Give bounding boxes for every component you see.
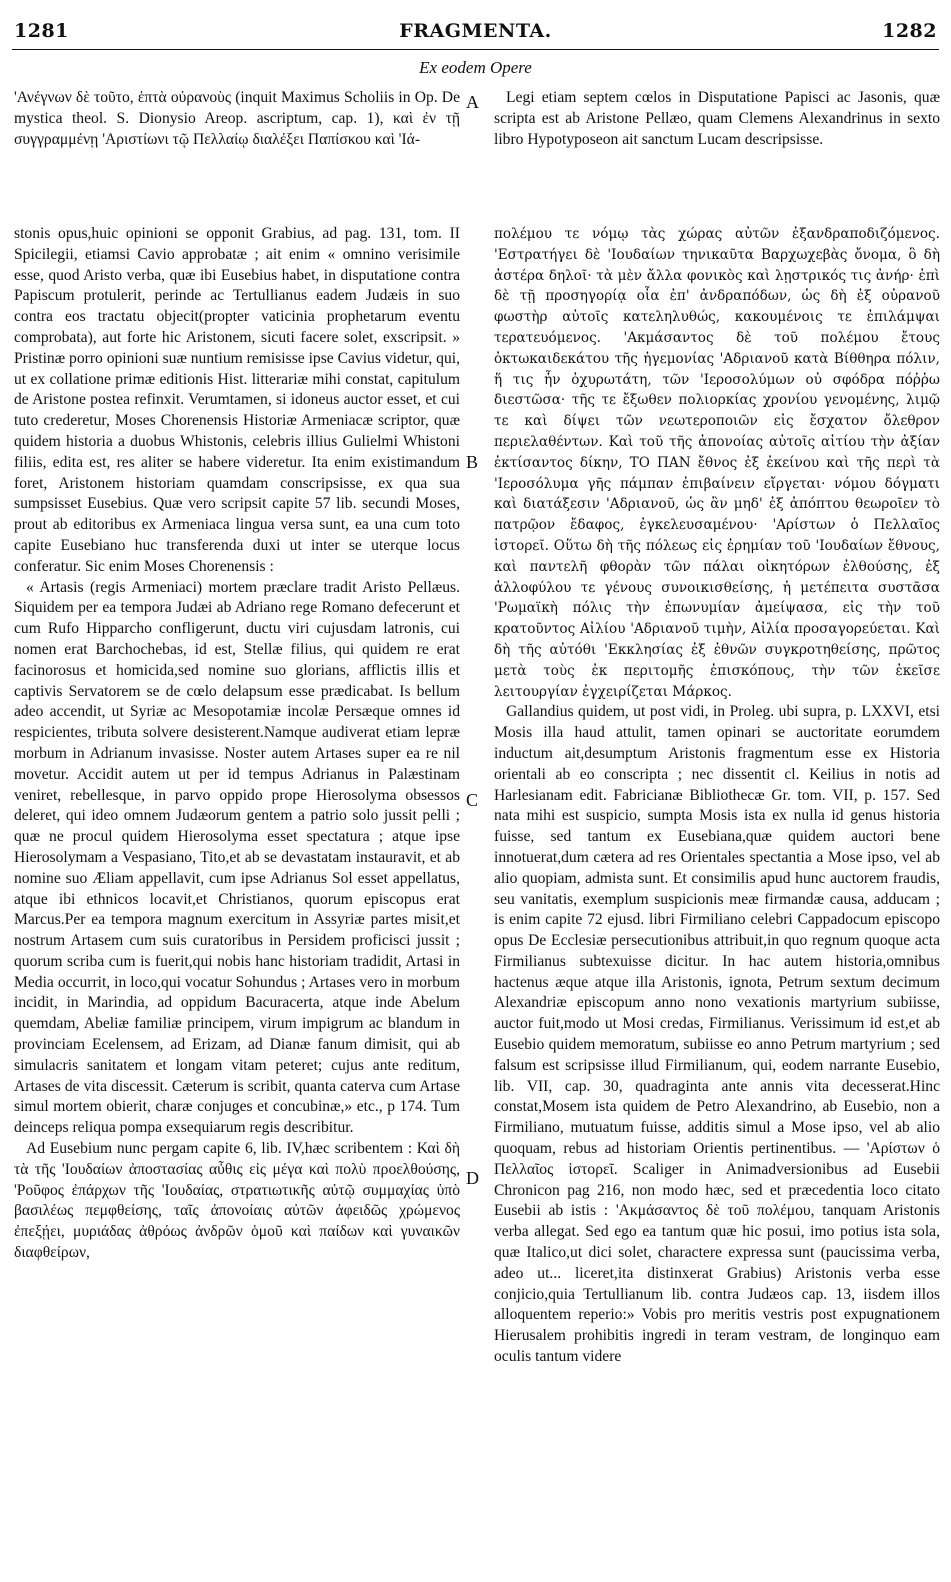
latin-translation-paragraph: Legi etiam septem cœlos in Disputatione Papisci ac Jasonis, quæ scripta est ab Aristone Pellæo, quam Clemens Alexandrinus in sexto libro Hypotyposeon ait sanctum Lucam descripsisse. <box>494 89 940 148</box>
page-number-right: 1282 <box>882 20 937 42</box>
greek-source-top <box>14 88 460 150</box>
right-paragraph: Gallandius quidem, ut post vidi, in Proleg. ubi supra, p. LXXVI, etsi Mosis illa haud attulit, tamen opinari se auctoritate eorumdem inductum ait,desumptum Aristonis fragmentum esse ex Historia orientali ab eo conscripta ; nec dissentit cl. Keilius in notis ad Harlesianam edit. Fabricianæ Bibliothecæ Gr. tom. VII, p. 157. Sed nata mihi est suspicio, sumpta Mosis ista ex nulla id genus historia fuisse, sed tantum ex Eusebiana,quæ quidem auctori bene innotuerat,dum cætera ad res Orientales spectantia a Mose ipso, vel ab alio quopiam, admista sunt. Et consimilis apud hunc auctorem fraudis, seu vanitatis, exemplum suspicionis meæ firmandæ causa, adducam ; is enim capite 72 ejusd. libri Firmiliano celebri Cappadocum episcopo opus De Ecclesiæ persecutionibus attribuit,in quo regnum quoque acta Firmilianus subtexuisse dicitur. In hac autem historia,omnibus hactenus æque atque illa Aristonis, ignota, Petrum sextum decimum Alexandriæ episcopum anno nono vexationis martyrium subiisse, auctor fuit,modo ut Mosi credas, Firmilianus. Verissimum id est,et ab Eusebio quidem memoratum, subiisse eo anno Petrum martyrium ; sed falsum est scripsisse illud Firmilianum, qui, eodem narrante Eusebio, lib. VII, cap. 30, quadraginta ante annis vita decesserat.Hinc constat,Mosem ista quidem de Petro Alexandrino, ab Eusebio, non a Firmiliano, mutuatum fuisse, additis simul a Mose ipso, vel ab alio quoquam, rebus ad historiam Orientis pertinentibus. — 'Αρίστων ὁ Πελλαῖος ἱστορεῖ. Scaliger in Animadversionibus ad Eusebii Chronicon pag 216, non modo hæc, sed et præcedentia loco citato Eusebii ab istis : 'Ακμάσαντος δὲ τοῦ πολέμου, tanquam Aristonis verba allegat. Sed ego ea tantum quæ hic posui, imo potius ista sola, quæ Italico,ut dici solet, charactere expressa sunt (paucissima verba, adeo ut... liceret,ita distinxerat Grabius) Aristonis verba esse conjicio,quia Tertullianum lib. contra Judæos cap. 13, iisdem illos alloquentem reperio:» Vobis pro meritis vestris post expugnationem Hierusalem prohibitis ingredi in teram vestram, de longinquo eam oculis tantum videre <box>494 703 940 1366</box>
margin-marker-d: D <box>466 1168 479 1188</box>
left-paragraph: stonis opus,huic opinioni se opponit Grabius, ad pag. 131, tom. II Spicilegii, etiamsi Cavio approbatæ ; ait enim « omnino verisimile esse, quod Aristo verba, quæ ibi Eusebius habet, in disputatione contra Papiscum protulerit, perinde ac Tertullianus eadem Judæis in suo contra eos tractatu objecit(propter vaticinia prophetarum eventu comprobata), aut forte hic Aristonem, sicuti facere solet, exscripsit. » Pristinæ porro opinioni suæ nuntium remisisse ipse Cavius videtur, qui, ut ex collatione primæ editionis Hist. litterariæ mihi constat, capitulum de Aristone postea refinxit. Verumtamen, si idoneus auctor esset, et cui tuto crederetur, Moses Chorenensis Historiæ Armeniacæ scriptor, quæ quidem historia a duobus Whistonis, celebris illius Gulielmi Whistoni filiis, edita est, res aliter se habere videretur. Ita enim existimandum foret, Aristonem historiam quamdam conscripsisse, ex qua sua sumpsisset Eusebius. Quæ vero scripsit capite 57 lib. secundi Moses, prout ab editoribus ex Armeniaca lingua versa sunt, ea una cum toto capite Eusebiano huc transferenda duxi ut inter se uterque locus conferatur. Sic enim Moses Chorenensis : <box>14 225 460 575</box>
left-column <box>14 224 460 1264</box>
running-title: FRAGMENTA. <box>399 20 552 42</box>
margin-marker-c: C <box>466 790 479 810</box>
page-number-left: 1281 <box>14 20 69 42</box>
greek-source-paragraph: 'Ανέγνων δὲ τοῦτο, ἑπτὰ οὐρανοὺς (inquit Maximus Scholiis in Op. De mystica theol. S. Dionysio Areop. ascriptum, cap. 1), καὶ ἐν τῇ συγγραμμένῃ 'Αριστίωνι τῷ Πελλαίῳ διαλέξει Παπίσκου καὶ 'Ιά- <box>14 89 460 148</box>
header-rule <box>12 49 939 50</box>
right-greek-paragraph: πολέμου τε νόμῳ τὰς χώρας αὐτῶν ἐξανδραποδιζόμενος. 'Εστρατήγει δὲ 'Ιουδαίων τηνικαῦτα Βαρχωχεβὰς ὄνομα, ὃ δὴ ἀστέρα δηλοῖ· τὰ μὲν ἄλλα φονικὸς καὶ λῃστρικός τις ἀνήρ· ἐπὶ δὲ τῇ προσηγορίᾳ οἷα ἐπ' ἀνδραπόδων, ὡς δὴ ἐξ οὐρανοῦ φωστὴρ αὐτοῖς κατεληλυθώς, κακουμένοις τε ἐπιλάμψαι τερατευόμενος. 'Ακμάσαντος δὲ τοῦ πολέμου ἔτους ὀκτωκαιδεκάτου τῆς ἡγεμονίας 'Αδριανοῦ κατὰ Βίθθηρα πόλιν, ἥ τις ἦν ὀχυρωτάτη, τῶν 'Ιεροσολύμων οὐ σφόδρα πόῤῥω διεστῶσα· τῆς τε ἔξωθεν πολιορκίας χρονίου γενομένης, λιμῷ τε καὶ δίψει τῶν νεωτεροποιῶν εἰς ἔσχατον ὄλεθρον περιελαθέντων. Καὶ τοῦ τῆς ἀπονοίας αὐτοῖς αἰτίου τὴν ἀξίαν ἐκτίσαντος δίκην, ΤΟ ΠΑΝ ἔθνος ἐξ ἐκείνου καὶ τῆς περὶ τὰ 'Ιεροσόλυμα γῆς πάμπαν ἐπιβαίνειν εἴργεται· νόμου δόγματι καὶ διατάξεσιν 'Αδριανοῦ, ὡς ἂν μηδ' ἐξ ἀπόπτου θεωροῖεν τὸ πατρῷον ἔδαφος, ἐγκελευσαμένου· 'Αρίστων ὁ Πελλαῖος ἱστορεῖ. Οὕτω δὴ τῆς πόλεως εἰς ἐρημίαν τοῦ 'Ιουδαίων ἔθνους, καὶ παντελῆ φθορὰν τῶν πάλαι οἰκητόρων ἐλθούσης, ἐξ ἀλλοφύλου τε γένους συνοικισθείσης, ἡ μετέπειτα συστᾶσα 'Ρωμαϊκὴ πόλις τὴν ἐπωνυμίαν ἀμείψασα, εἰς τὴν τοῦ κρατοῦντος Αἰλίου 'Αδριανοῦ τιμὴν, Αἰλία προσαγορεύεται. Καὶ δὴ τῆς αὐτόθι 'Εκκλησίας ἐξ ἐθνῶν συγκροτηθείσης, πρῶτος μετὰ τοὺς ἐκ περιτομῆς ἐπισκόπους, τὴν τῶν ἐκεῖσε λειτουργίαν ἐγχειρίζεται Μάρκος. <box>494 226 940 700</box>
margin-marker-a: A <box>466 92 479 112</box>
left-paragraph: « Artasis (regis Armeniaci) mortem præclare tradit Aristo Pellæus. Siquidem per ea tempora Judæi ab Adriano rege Romano defecerunt et cum Rufo Hipparcho confligerunt, ductu viri cujusdam latronis, cui nomen erat Barchochebas, id est, Stellæ filius, qui quidem re erat facinorosus et homicida,sed nomine suo glorians, afflictis illis et captivis Servatorem se de cœlo delapsum esse prædicabat. Is bellum adeo accendit, ut Syriæ ac Mesopotamiæ incolæ Persæque omnes id respicientes, tributa solvere desisterent.Namque audiverat etiam lepræ morbum in Adrianum invasisse. Noster autem Artases super ea re nil movetur. Accidit autem ut per id tempus Adrianus in Palæstinam veniret, rebellesque, in parvo oppido prope Hierosolyma obsessos deleret, qui ideo omnem Judæorum gentem a patrio solo jussit pelli ; quæ ne procul quidem Hierosolyma esset spectatura ; atque ipse Hierosolymam a Vespasiano, Tito,et ab se devastatam instauravit, et ab nomine suo Æliam appellavit, cum ipse Adrianus Sol esset appellatus, atque ibi ethnicos locavit,et Christianos, quorum episcopus erat Marcus.Per ea tempora magnum exercitum in Assyriæ partes misit,et nostrum Artasem cum suis curatoribus in Persidem proficisci jussit ; quorum scriba cum is fuerit,qui nobis hanc historiam tradidit, Artasi in Media occurrit, in loco,qui vocatur Sohundus ; Artases vero in morbum incidit, in Marindia, ad oppidum Bacuracerta, atque inde Abelum quemdam, Abeliæ familiæ principem, virum impigrum ac blandum in provinciam Ecelensem, ad Erizam, ad Dianæ fanum dimisit, qui ab simulacris sanitatem et longam vitam peteret; cujus ante reditum, Artases de vita discessit. Cæterum is scribit, quanta caterva cum Artase simul mortem obierit, charæ conjuges et concubinæ,» etc., p 174. Tum deinceps reliqua pompa exsequiarum regis describitur. <box>14 578 460 1137</box>
right-column <box>494 224 940 1368</box>
section-subtitle: Ex eodem Opere <box>419 58 532 77</box>
latin-translation-top <box>494 88 940 150</box>
left-paragraph: Ad Eusebium nunc pergam capite 6, lib. IV,hæc scribentem : Καὶ δὴ τὰ τῆς 'Ιουδαίων ἀποστασίας αὖθις εἰς μέγα καὶ πολὺ προελθούσης, 'Ροῦφος ἐπάρχων τῆς 'Ιουδαίας, στρατιωτικῆς αὐτῷ συμμαχίας ὑπὸ βασιλέως πεμφθείσης, ταῖς ἀπονοίαις αὐτῶν ἀφειδῶς χρώμενος ἐπεξῄει, μυριάδας ἀθρόως ἀνδρῶν ὁμοῦ καὶ παίδων καὶ γυναικῶν διαφθείρων, <box>14 1140 460 1262</box>
margin-marker-b: B <box>466 452 479 472</box>
